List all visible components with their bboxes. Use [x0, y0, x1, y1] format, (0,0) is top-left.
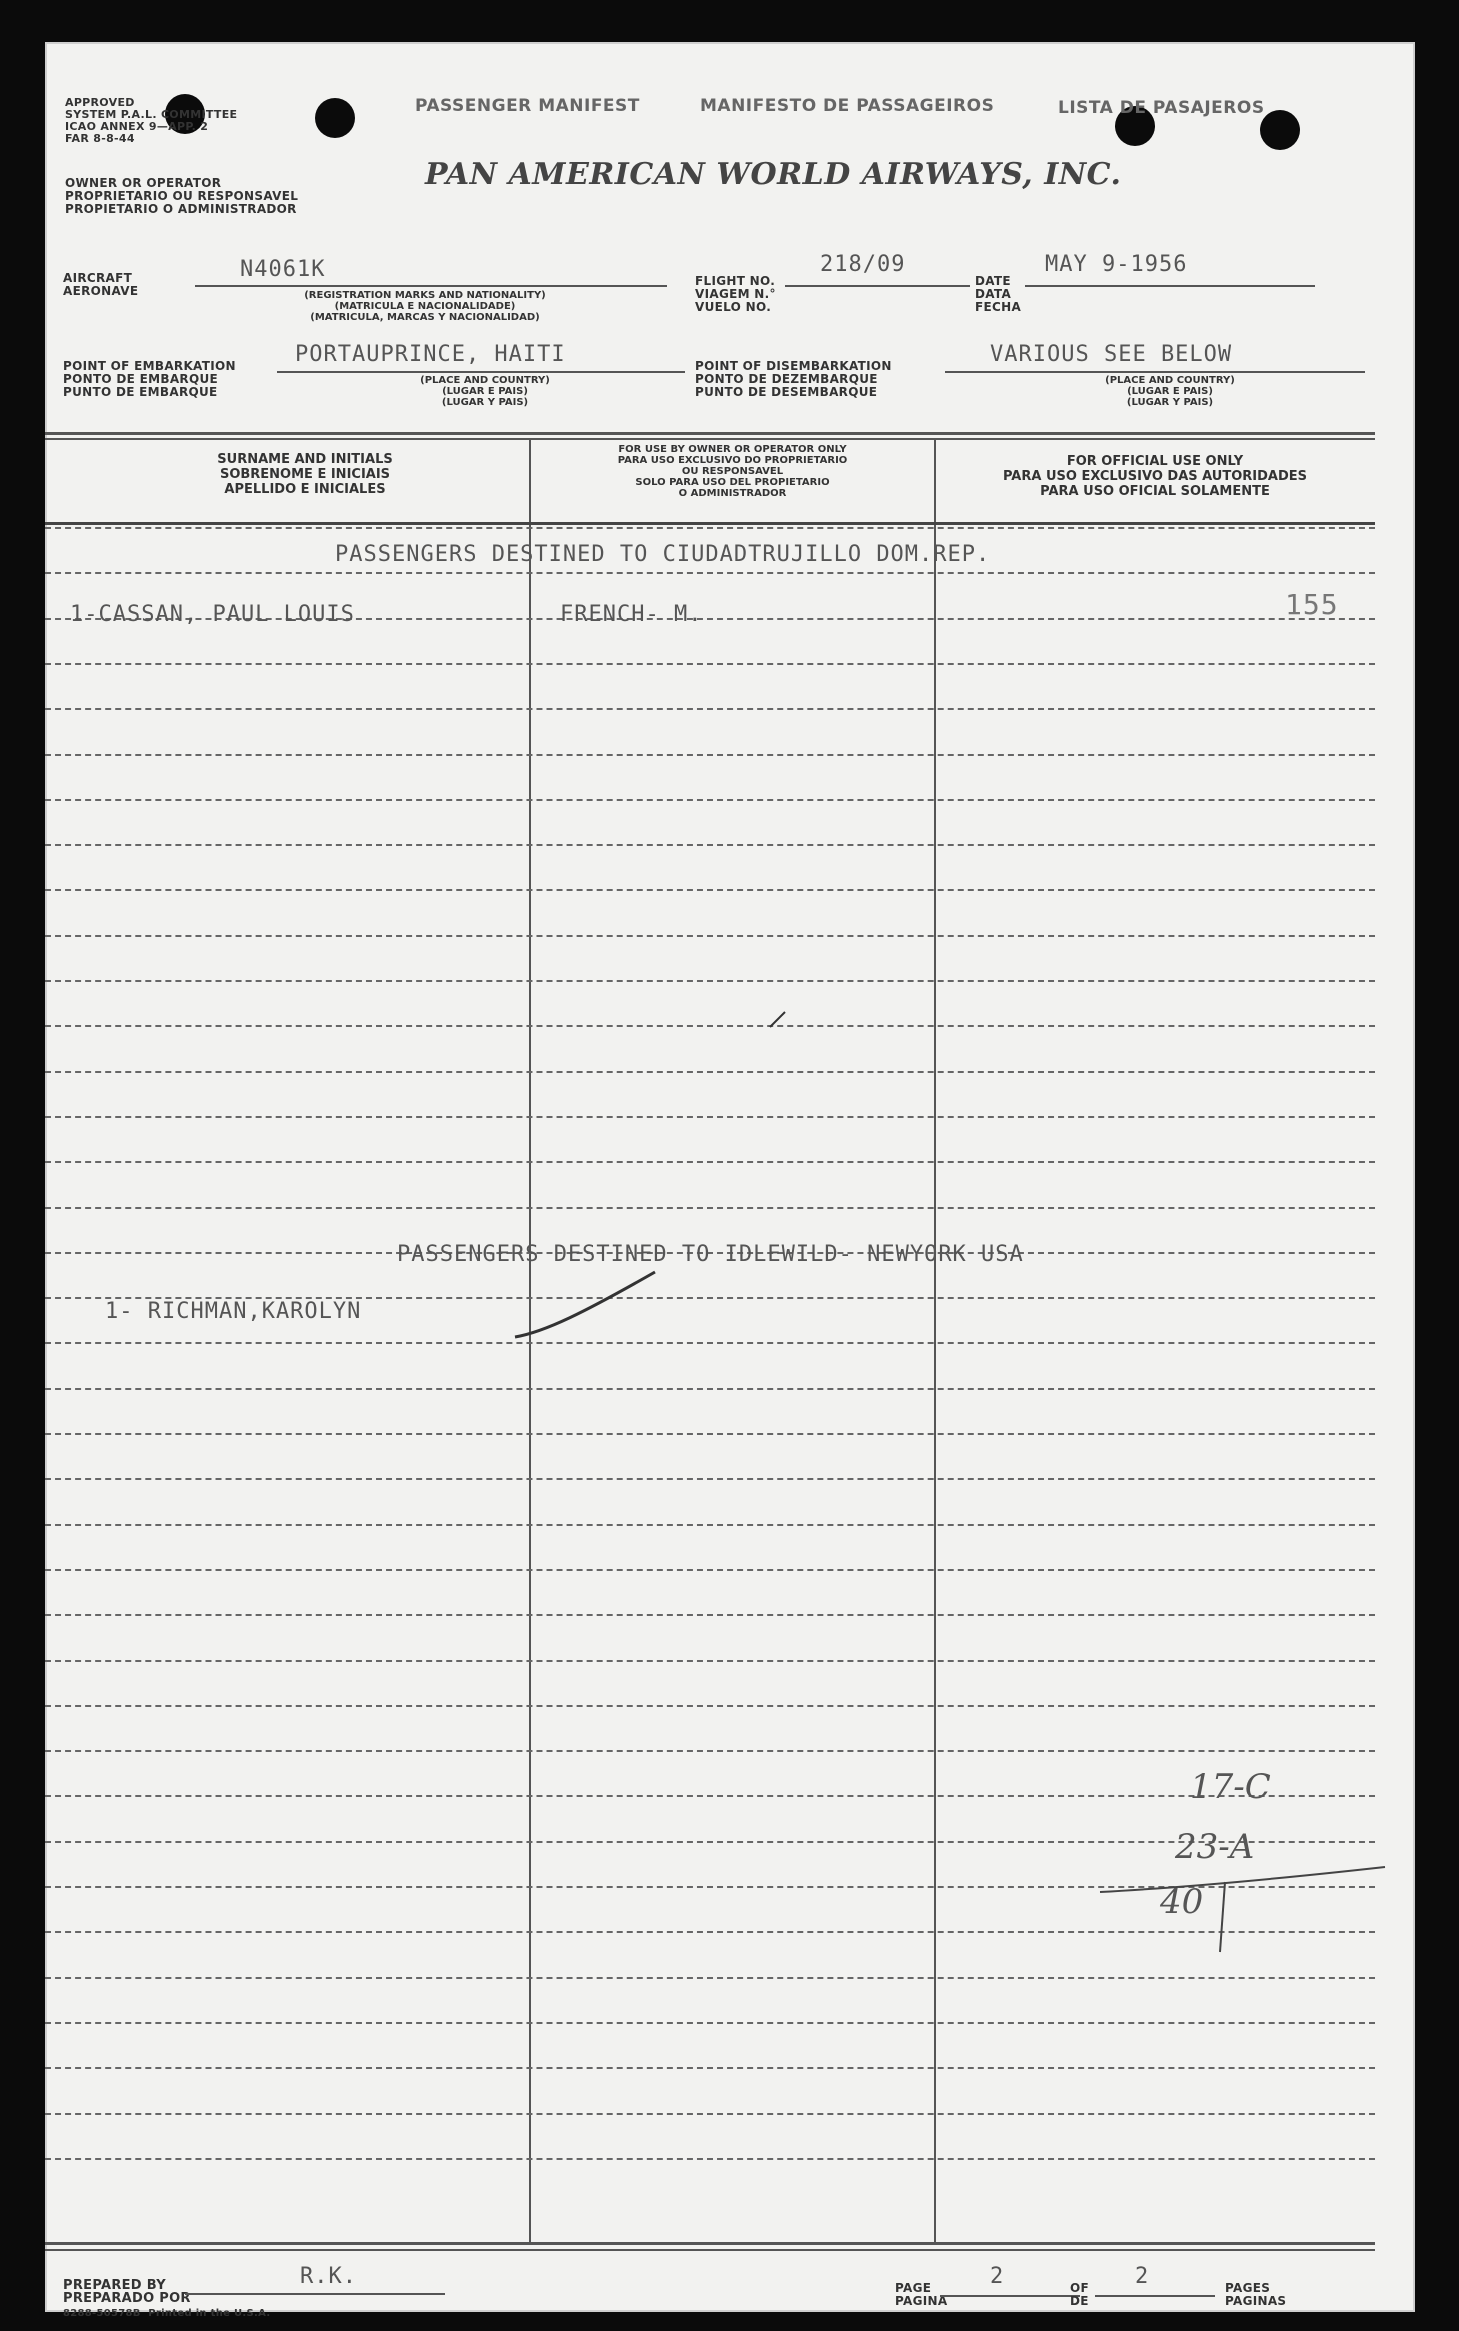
ruled-line: [45, 2113, 1375, 2115]
tally-total: 40: [1160, 1882, 1204, 1922]
ruled-line: [45, 2022, 1375, 2024]
column-heading-name: SURNAME AND INITIALS SOBRENOME E INICIAIS APELLIDO E INICIALES: [217, 452, 393, 497]
of-underline: [1095, 2295, 1215, 2297]
disembarkation-underline: [945, 371, 1365, 373]
ruled-line: [45, 1750, 1375, 1752]
ruled-line: [45, 2067, 1375, 2069]
disembarkation-label: POINT OF DISEMBARKATION PONTO DE DEZEMBARQUE PUNTO DE DESEMBARQUE: [695, 359, 892, 399]
ruled-line: [45, 1977, 1375, 1979]
section-heading-idlewild: PASSENGERS DESTINED TO IDLEWILD- NEWYORK USA: [397, 1242, 1024, 1267]
title-spanish: LISTA DE PASAJEROS: [1058, 98, 1265, 118]
passenger-row-1-official: 155: [1285, 588, 1339, 621]
pages-label: PAGES PAGINAS: [1225, 2281, 1287, 2308]
airline-name: PAN AMERICAN WORLD AIRWAYS, INC.: [425, 157, 1122, 192]
ruled-line: [45, 1795, 1375, 1797]
disembarkation-caption: (PLACE AND COUNTRY) (LUGAR E PAIS) (LUGAR Y PAIS): [1105, 375, 1235, 408]
page-label: PAGE PAGINA: [895, 2281, 948, 2308]
embarkation-caption: (PLACE AND COUNTRY) (LUGAR E PAIS) (LUGAR Y PAIS): [420, 375, 550, 408]
of-label: OF DE: [1070, 2281, 1089, 2308]
approval-block: APPROVED SYSTEM P.A.L. COMMITTEE ICAO ANNEX 9—APP. 2 FAR 8-8-44: [65, 96, 238, 145]
punch-hole: [315, 98, 355, 138]
ruled-line: [45, 754, 1375, 756]
date-value: MAY 9-1956: [1045, 252, 1188, 277]
flight-underline: [785, 285, 970, 287]
ruled-line: [45, 663, 1375, 665]
date-label: DATE DATA FECHA: [975, 274, 1022, 314]
ruled-line: [45, 572, 1375, 574]
ruled-line: [45, 1524, 1375, 1526]
punch-hole: [1260, 110, 1300, 150]
of-value: 2: [1135, 2264, 1150, 2289]
aircraft-underline: [195, 285, 667, 287]
ruled-line: [45, 889, 1375, 891]
column-heading-official: FOR OFFICIAL USE ONLY PARA USO EXCLUSIVO DAS AUTORIDADES PARA USO OFICIAL SOLAMENTE: [1002, 454, 1308, 499]
ruled-line: [45, 799, 1375, 801]
ruled-line: [45, 1025, 1375, 1027]
flight-label: FLIGHT NO. VIAGEM N.° VUELO NO.: [695, 274, 776, 314]
embarkation-value: PORTAUPRINCE, HAITI: [295, 342, 566, 367]
tally-line-2: 23-A: [1175, 1827, 1255, 1867]
passenger-row-1-nationality: FRENCH- M.: [560, 602, 703, 627]
owner-operator-label: OWNER OR OPERATOR PROPRIETARIO OU RESPONSAVEL PROPIETARIO O ADMINISTRADOR: [65, 176, 299, 216]
check-mark-icon: [505, 1252, 705, 1362]
prepared-underline: [185, 2293, 445, 2295]
form-number: 8288-50578B Printed in the U.S.A.: [63, 2308, 271, 2319]
title-portuguese: MANIFESTO DE PASSAGEIROS: [700, 96, 995, 116]
title-english: PASSENGER MANIFEST: [415, 96, 640, 116]
tally-sum-line: [1095, 1862, 1395, 1962]
ruled-line: [45, 708, 1375, 710]
ruled-line: [45, 935, 1375, 937]
flight-value: 218/09: [820, 252, 906, 277]
ruled-line: [45, 1161, 1375, 1163]
ruled-line: [45, 1342, 1375, 1344]
ruled-line: [45, 980, 1375, 982]
header-bottom-rule: [45, 522, 1375, 525]
ruled-line: [45, 1614, 1375, 1616]
table-bottom-rule-2: [45, 2249, 1375, 2251]
page-value: 2: [990, 2264, 1005, 2289]
table-top-rule: [45, 432, 1375, 435]
ruled-line: [45, 1071, 1375, 1073]
ruled-line: [45, 1705, 1375, 1707]
prepared-by-value: R.K.: [300, 2264, 357, 2289]
column-heading-operator: FOR USE BY OWNER OR OPERATOR ONLY PARA USO EXCLUSIVO DO PROPRIETARIO OU RESPONSAVEL SOLO PARA USO DEL PROPIETARIO O ADMINISTRADOR: [617, 444, 848, 499]
table-bottom-rule: [45, 2242, 1375, 2245]
ruled-line: [45, 1569, 1375, 1571]
ruled-line: [45, 1207, 1375, 1209]
disembarkation-value: VARIOUS SEE BELOW: [990, 342, 1233, 367]
ruled-line: [45, 1660, 1375, 1662]
aircraft-caption: (REGISTRATION MARKS AND NATIONALITY) (MATRICULA E NACIONALIDADE) (MATRICULA, MARCAS Y NACIONALIDAD): [304, 290, 546, 323]
ruled-line: [45, 844, 1375, 846]
ruled-line: [45, 1388, 1375, 1390]
section-heading-ciudad-trujillo: PASSENGERS DESTINED TO CIUDADTRUJILLO DOM.REP.: [335, 542, 991, 567]
embarkation-underline: [277, 371, 685, 373]
passenger-row-1-name: 1-CASSAN, PAUL LOUIS: [70, 602, 355, 627]
ruled-line: [45, 1116, 1375, 1118]
prepared-by-label: PREPARED BY PREPARADO POR: [63, 2278, 191, 2306]
table-top-rule-2: [45, 438, 1375, 440]
aircraft-label: AIRCRAFT AERONAVE: [63, 271, 139, 298]
ruled-line: [45, 1433, 1375, 1435]
date-underline: [1025, 285, 1315, 287]
ruled-line: [45, 1478, 1375, 1480]
embarkation-label: POINT OF EMBARKATION PONTO DE EMBARQUE PUNTO DE EMBARQUE: [63, 359, 236, 399]
tally-line-1: 17-C: [1190, 1767, 1271, 1807]
passenger-row-2-name: 1- RICHMAN,KAROLYN: [105, 1299, 362, 1324]
ruled-line: [45, 527, 1375, 529]
ruled-line: [45, 2158, 1375, 2160]
aircraft-value: N4061K: [240, 257, 326, 282]
pen-mark-icon: [765, 1002, 795, 1032]
page-underline: [940, 2295, 1080, 2297]
manifest-sheet: [45, 42, 1415, 2319]
